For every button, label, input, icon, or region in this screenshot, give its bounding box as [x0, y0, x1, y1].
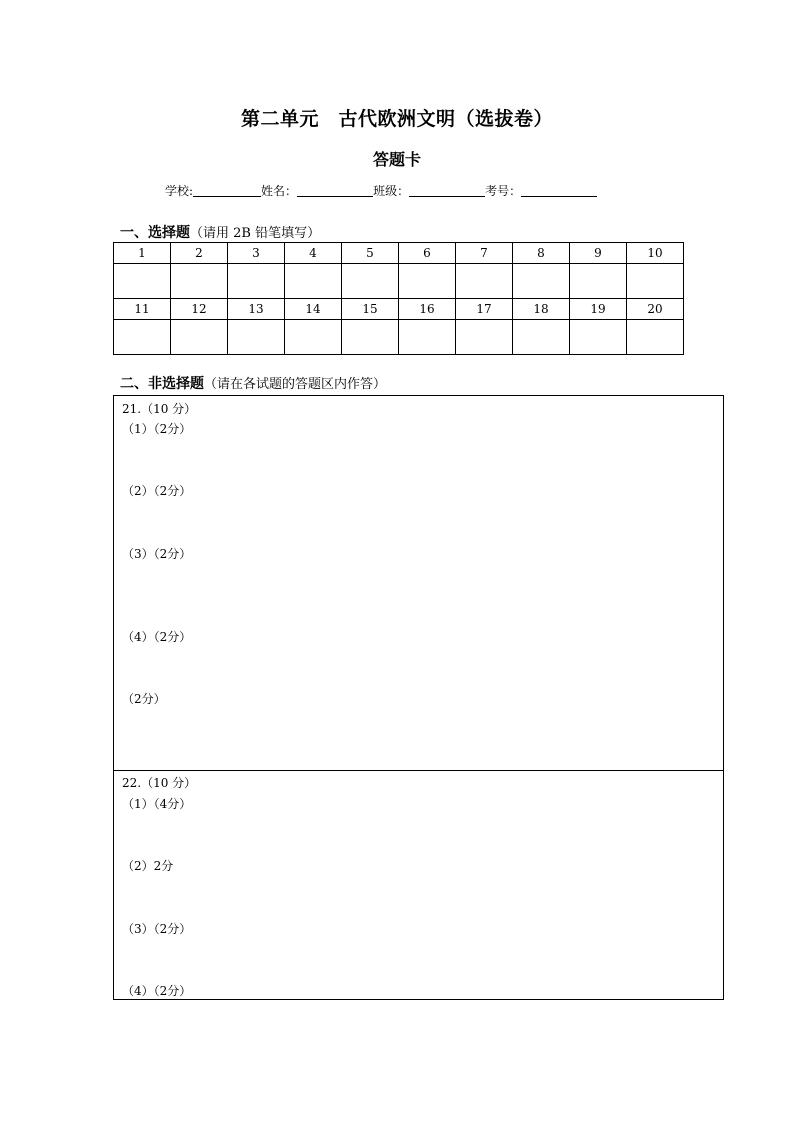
- section2-note: （请在各试题的答题区内作答）: [204, 377, 387, 392]
- exam-no-label: 考号：: [485, 184, 522, 198]
- question-number: 3: [228, 243, 285, 264]
- answer-row: [114, 320, 684, 355]
- question-number: 5: [342, 243, 399, 264]
- answer-cell[interactable]: [627, 264, 684, 299]
- question-number: 15: [342, 299, 399, 320]
- answer-card-title: 答题卡: [372, 150, 421, 169]
- school-label: 学校:: [165, 184, 194, 198]
- answer-cell[interactable]: [228, 320, 285, 355]
- answer-cell[interactable]: [342, 264, 399, 299]
- q21-title: 21.（10 分）: [122, 402, 197, 416]
- section1-heading: [120, 222, 320, 242]
- exam-no-field[interactable]: [521, 184, 597, 197]
- question-number: 7: [456, 243, 513, 264]
- answer-cell[interactable]: [114, 264, 171, 299]
- question-number: 11: [114, 299, 171, 320]
- q21-part-5: （2分）: [122, 692, 166, 706]
- q22-part-3: （3）（2分）: [122, 922, 192, 936]
- answer-cell[interactable]: [342, 320, 399, 355]
- answer-cell[interactable]: [171, 320, 228, 355]
- question-number: 19: [570, 299, 627, 320]
- answer-cell[interactable]: [285, 320, 342, 355]
- class-label: 班级：: [373, 184, 410, 198]
- answer-cell[interactable]: [627, 320, 684, 355]
- class-field[interactable]: [409, 184, 485, 197]
- answer-cell[interactable]: [228, 264, 285, 299]
- question-number-row: [114, 243, 684, 264]
- q22-answer-area[interactable]: [113, 770, 724, 1000]
- answer-cell[interactable]: [171, 264, 228, 299]
- name-label: 姓名：: [261, 184, 298, 198]
- answer-cell[interactable]: [114, 320, 171, 355]
- question-number: 1: [114, 243, 171, 264]
- question-number: 13: [228, 299, 285, 320]
- question-number: 17: [456, 299, 513, 320]
- q21-part-2: （2）（2分）: [122, 484, 192, 498]
- answer-row: [114, 264, 684, 299]
- name-field[interactable]: [297, 184, 373, 197]
- question-number: 16: [399, 299, 456, 320]
- answer-cell[interactable]: [399, 264, 456, 299]
- question-number: 9: [570, 243, 627, 264]
- answer-cell[interactable]: [456, 320, 513, 355]
- q22-part-4: （4）（2分）: [122, 984, 192, 998]
- answer-cell[interactable]: [285, 264, 342, 299]
- question-number: 14: [285, 299, 342, 320]
- q22-part-2: （2）2分: [122, 859, 174, 873]
- question-number: 8: [513, 243, 570, 264]
- question-number: 6: [399, 243, 456, 264]
- question-number: 4: [285, 243, 342, 264]
- section2-heading: [120, 373, 386, 393]
- page-title: 第二单元 古代欧洲文明（选拔卷）: [240, 108, 553, 130]
- q21-part-1: （1）（2分）: [122, 422, 192, 436]
- student-info-row: [165, 182, 597, 199]
- question-number: 2: [171, 243, 228, 264]
- q21-answer-area[interactable]: [113, 395, 724, 771]
- answer-cell[interactable]: [570, 264, 627, 299]
- question-number: 10: [627, 243, 684, 264]
- answer-cell[interactable]: [456, 264, 513, 299]
- school-field[interactable]: [193, 184, 261, 197]
- q21-part-4: （4）（2分）: [122, 630, 192, 644]
- multiple-choice-grid: [113, 242, 684, 355]
- q22-part-1: （1）（4分）: [122, 797, 192, 811]
- section2-title: 二、非选择题: [120, 376, 204, 392]
- q21-part-3: （3）（2分）: [122, 547, 192, 561]
- section1-note: （请用 2B 铅笔填写）: [190, 226, 321, 241]
- question-number-row: [114, 299, 684, 320]
- section1-title: 一、选择题: [120, 225, 190, 241]
- q22-title: 22.（10 分）: [122, 776, 197, 790]
- question-number: 12: [171, 299, 228, 320]
- answer-cell[interactable]: [513, 320, 570, 355]
- answer-cell[interactable]: [513, 264, 570, 299]
- answer-cell[interactable]: [570, 320, 627, 355]
- question-number: 18: [513, 299, 570, 320]
- answer-cell[interactable]: [399, 320, 456, 355]
- question-number: 20: [627, 299, 684, 320]
